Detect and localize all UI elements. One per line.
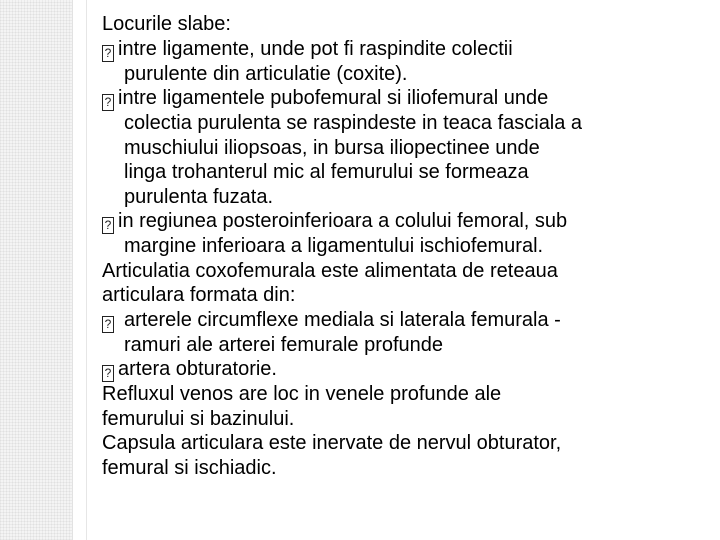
venous-paragraph: femurului si bazinului. xyxy=(102,407,295,430)
innervation-paragraph: Capsula articulara este inervate de nervul obturator, xyxy=(102,432,562,454)
bullet-weak-point-3 xyxy=(102,209,702,234)
bullet-weak-point-2 xyxy=(102,86,702,111)
bullet-text: intre ligamente, unde pot fi raspindite colectii xyxy=(118,37,513,60)
blood-supply-paragraph: articulara formata din: xyxy=(102,284,296,306)
bullet-text: intre ligamentele pubofemural si iliofemural unde xyxy=(118,87,549,109)
bullet-continuation: ramuri ale arterei femurale profunde xyxy=(124,333,444,356)
bullet-text: arterele circumflexe mediala si laterala femurala - xyxy=(124,308,561,331)
bullet-text: artera obturatorie. xyxy=(118,358,277,380)
bullet-text: in regiunea posteroinferioara a colului femoral, sub xyxy=(118,210,568,232)
slide-text xyxy=(102,12,702,480)
bullet-continuation: muschiului iliopsoas, in bursa iliopectinee unde xyxy=(124,136,540,159)
intro-heading: Locurile slabe: xyxy=(102,13,231,35)
bullet-artery-1 xyxy=(102,308,702,333)
decorative-side-strip xyxy=(0,0,72,540)
venous-paragraph: Refluxul venos are loc in venele profunde ale xyxy=(102,383,502,405)
bullet-continuation: colectia purulenta se raspindeste in teaca fasciala a xyxy=(124,112,583,134)
bullet-weak-point-1 xyxy=(102,37,702,62)
bullet-continuation: purulente din articulatie (coxite). xyxy=(124,62,408,85)
bullet-icon: ? xyxy=(102,217,114,234)
blood-supply-paragraph: Articulatia coxofemurala este alimentata de reteaua xyxy=(102,259,558,282)
bullet-icon: ? xyxy=(102,94,114,111)
bullet-continuation: linga trohanterul mic al femurului se formeaza xyxy=(124,161,529,183)
bullet-icon: ? xyxy=(102,316,114,333)
side-divider xyxy=(72,0,73,540)
bullet-continuation: purulenta fuzata. xyxy=(124,185,273,208)
innervation-paragraph: femural si ischiadic. xyxy=(102,456,277,479)
bullet-continuation: margine inferioara a ligamentului ischiofemural. xyxy=(124,235,544,257)
bullet-icon: ? xyxy=(102,45,114,62)
bullet-icon: ? xyxy=(102,365,114,382)
bullet-artery-2 xyxy=(102,357,702,382)
